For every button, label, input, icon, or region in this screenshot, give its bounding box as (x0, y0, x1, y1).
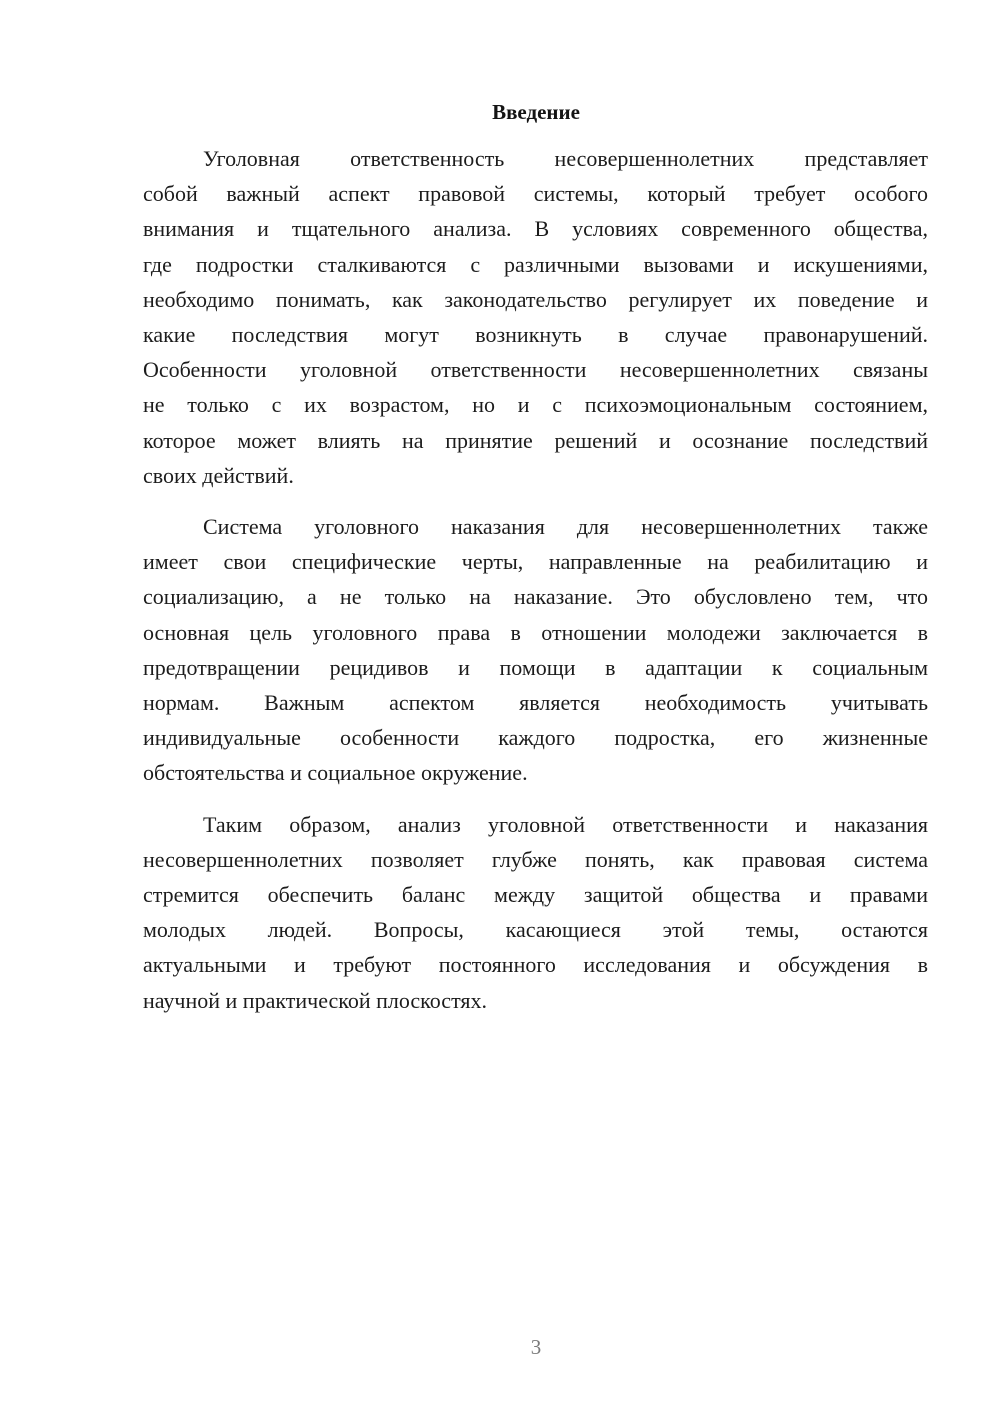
text-line: Уголовная ответственность несовершеннолетних представляет (203, 146, 928, 171)
text-line: предотвращении рецидивов и помощи в адаптации к социальным (143, 654, 928, 680)
text-line: Таким образом, анализ уголовной ответственности и наказания (203, 811, 928, 837)
text-line: индивидуальные особенности каждого подростка, его жизненные (143, 725, 928, 751)
text-line: стремится обеспечить баланс между защитой общества и правами (143, 882, 928, 908)
paragraph-1 (143, 141, 928, 493)
body-text (143, 141, 928, 1034)
text-line: внимания и тщательного анализа. В условиях современного общества, (143, 216, 928, 242)
text-line: своих действий. (143, 462, 294, 488)
text-line: обстоятельства и социальное окружение. (143, 760, 528, 786)
section-heading: Введение (492, 100, 580, 124)
text-line: нормам. Важным аспектом является необходимость учитывать (143, 690, 928, 716)
text-line: несовершеннолетних позволяет глубже понять, как правовая система (143, 846, 928, 872)
text-line: где подростки сталкиваются с различными вызовами и искушениями, (143, 251, 928, 277)
text-line: собой важный аспект правовой системы, который требует особого (143, 181, 928, 207)
text-line: какие последствия могут возникнуть в случае правонарушений. (143, 322, 928, 348)
text-line: основная цель уголовного права в отношении молодежи заключается в (143, 619, 928, 645)
text-line: Система уголовного наказания для несовершеннолетних также (203, 514, 928, 540)
page-number: 3 (530, 1335, 542, 1359)
text-line: научной и практической плоскостях. (143, 987, 488, 1013)
text-line: имеет свои специфические черты, направленные на реабилитацию и (143, 549, 928, 575)
text-line: актуальными и требуют постоянного исследования и обсуждения в (143, 952, 928, 978)
text-line: не только с их возрастом, но и с психоэмоциональным состоянием, (143, 392, 928, 418)
paragraph-3 (143, 807, 928, 1018)
text-line: которое может влиять на принятие решений и осознание последствий (143, 427, 928, 453)
text-line: необходимо понимать, как законодательство регулирует их поведение и (143, 286, 928, 312)
text-line: молодых людей. Вопросы, касающиеся этой темы, остаются (143, 917, 928, 943)
text-line: Особенности уголовной ответственности несовершеннолетних связаны (143, 357, 928, 383)
text-line: социализацию, а не только на наказание. Это обусловлено тем, что (143, 584, 928, 610)
paragraph-2 (143, 509, 928, 791)
